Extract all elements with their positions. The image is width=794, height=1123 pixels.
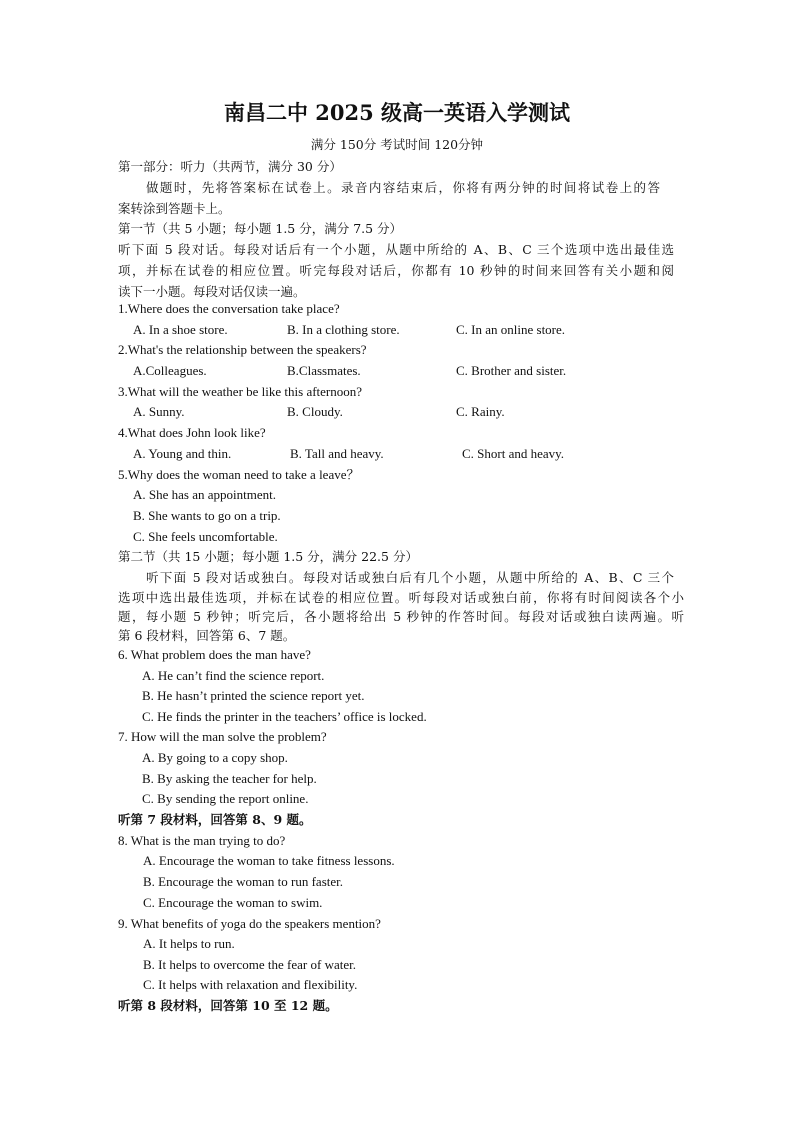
part1-instruction-line1: 做题时，先将答案标在试卷上。录音内容结束后，你将有两分钟的时间将试卷上的答 (146, 180, 660, 195)
question-1-stem: 1.Where does the conversation take place? (118, 301, 340, 316)
question-5-stem: 5.Why does the woman need to take a leave？ (118, 467, 360, 482)
question-6-option-a: A. He can’t find the science report. (142, 668, 325, 683)
section1-instruction-line1: 听下面 5 段对话。每段对话后有一个小题，从题中所给的 A、B、C 三个选项中选出最佳选 (118, 242, 674, 257)
section2-instruction-line1: 听下面 5 段对话或独白。每段对话或独白后有几个小题，从题中所给的 A、B、C 三个 (146, 570, 674, 585)
section1-instruction-line3: 读下一小题。每段对话仅读一遍。 (118, 284, 306, 299)
question-2-stem: 2.What's the relationship between the speakers? (118, 342, 367, 357)
question-2-option-b: B.Classmates. (287, 363, 361, 378)
question-4-stem: 4.What does John look like? (118, 425, 266, 440)
section1-instruction-line2: 项，并标在试卷的相应位置。听完每段对话后，你都有 10 秒钟的时间来回答有关小题和阅 (118, 263, 674, 278)
question-5-option-c: C. She feels uncomfortable. (133, 529, 278, 544)
question-6-stem: 6. What problem does the man have? (118, 647, 311, 662)
question-2-option-a: A.Colleagues. (133, 363, 207, 378)
question-8-option-b: B. Encourage the woman to run faster. (143, 874, 343, 889)
question-4-option-b: B. Tall and heavy. (290, 446, 384, 461)
question-8-stem: 8. What is the man trying to do? (118, 833, 286, 848)
exam-subtitle: 满分 150分 考试时间 120分钟 (310, 137, 484, 152)
section2-instruction-line4: 第 6 段材料，回答第 6、7 题。 (118, 628, 296, 643)
question-5-option-b: B. She wants to go on a trip. (133, 508, 281, 523)
exam-title: 南昌二中 2025 级高一英语入学测试 (223, 100, 571, 125)
question-1-option-c: C. In an online store. (456, 322, 566, 337)
question-6-option-c: C. He finds the printer in the teachers’ office is locked. (142, 709, 427, 724)
question-1-option-b: B. In a clothing store. (287, 322, 400, 337)
part1-instruction-line2: 案转涂到答题卡上。 (118, 201, 231, 216)
question-3-stem: 3.What will the weather be like this afternoon? (118, 384, 363, 399)
material-8-note: 听第 8 段材料，回答第 10 至 12 题。 (118, 998, 338, 1013)
section2-instruction-line3: 题，每小题 5 秒钟；听完后，各小题将给出 5 秒钟的作答时间。每段对话或独白读两遍。听 (118, 609, 684, 624)
question-9-option-c: C. It helps with relaxation and flexibility. (143, 977, 358, 992)
question-7-stem: 7. How will the man solve the problem? (118, 729, 327, 744)
section2-heading: 第二节（共 15 小题；每小题 1.5 分，满分 22.5 分） (118, 549, 418, 564)
question-7-option-c: C. By sending the report online. (142, 791, 309, 806)
question-8-option-c: C. Encourage the woman to swim. (143, 895, 323, 910)
part1-heading: 第一部分：听力（共两节，满分 30 分） (118, 159, 342, 174)
question-7-option-b: B. By asking the teacher for help. (142, 771, 317, 786)
question-1-option-a: A. In a shoe store. (133, 322, 228, 337)
question-3-option-c: C. Rainy. (456, 404, 505, 419)
material-7-note: 听第 7 段材料，回答第 8、9 题。 (118, 812, 312, 827)
question-3-option-b: B. Cloudy. (287, 404, 343, 419)
question-5-option-a: A. She has an appointment. (133, 487, 276, 502)
question-6-option-b: B. He hasn’t printed the science report yet. (142, 688, 365, 703)
question-4-option-a: A. Young and thin. (133, 446, 232, 461)
section1-heading: 第一节（共 5 小题；每小题 1.5 分，满分 7.5 分） (118, 221, 403, 236)
question-9-stem: 9. What benefits of yoga do the speakers mention? (118, 916, 381, 931)
question-9-option-b: B. It helps to overcome the fear of water. (143, 957, 356, 972)
question-8-option-a: A. Encourage the woman to take fitness lessons. (143, 853, 395, 868)
question-9-option-a: A. It helps to run. (143, 936, 235, 951)
question-4-option-c: C. Short and heavy. (462, 446, 565, 461)
question-2-option-c: C. Brother and sister. (456, 363, 567, 378)
question-3-option-a: A. Sunny. (133, 404, 185, 419)
section2-instruction-line2: 选项中选出最佳选项，并标在试卷的相应位置。听每段对话或独白前，你将有时间阅读各个小 (118, 590, 684, 605)
question-7-option-a: A. By going to a copy shop. (142, 750, 288, 765)
